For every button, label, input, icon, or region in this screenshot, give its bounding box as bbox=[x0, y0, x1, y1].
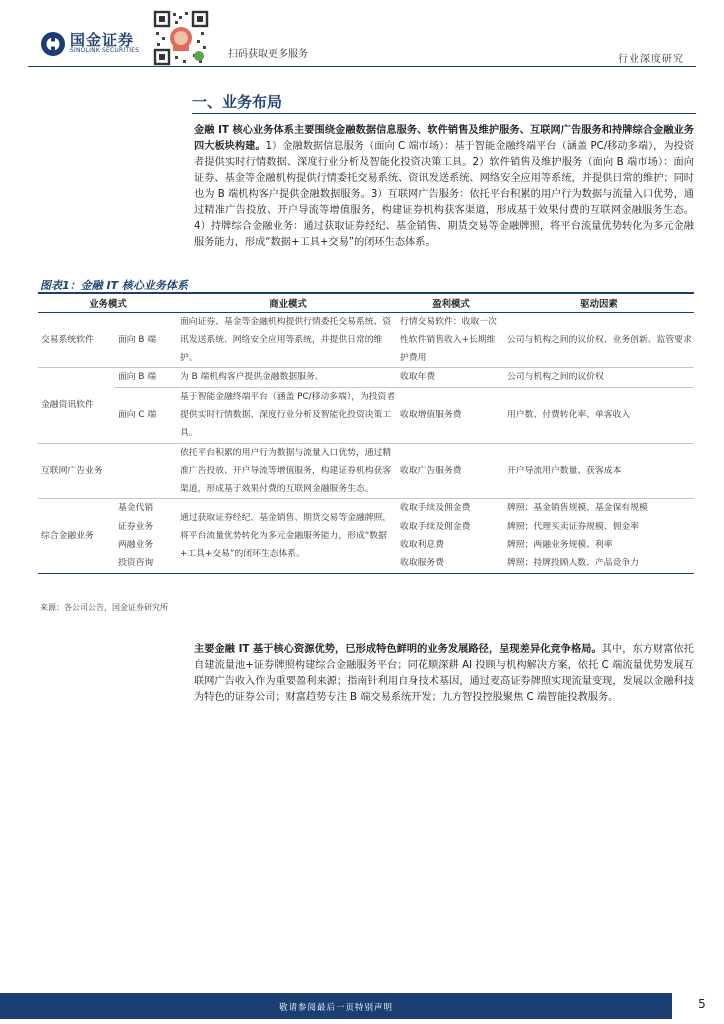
cell-business: 综合金融业务 bbox=[38, 499, 114, 573]
header-business-model: 业务模式 bbox=[38, 294, 178, 312]
table-row bbox=[38, 312, 694, 368]
cell-business: 金融资讯软件 bbox=[38, 368, 114, 443]
table-row bbox=[38, 499, 694, 518]
cell-drivers: 牌照；代理买卖证券规模、佣金率 bbox=[507, 521, 639, 532]
intro-paragraph-lead: 金融 IT 核心业务体系主要围绕金融数据信息服务、软件销售及维护服务、互联网广告服务和持牌综合金融业务四大板块构建。 bbox=[194, 125, 694, 152]
table-header-row bbox=[38, 294, 694, 312]
cell-profit: 收取年费 bbox=[398, 368, 504, 387]
analysis-paragraph-lead: 主要金融 IT 基于核心资源优势，已形成特色鲜明的业务发展路径，呈现差异化竞争格局。 bbox=[194, 644, 602, 655]
qr-code-icon[interactable] bbox=[153, 10, 209, 66]
analysis-paragraph bbox=[194, 642, 694, 706]
cell-commercial: 基于智能金融终端平台（涵盖 PC/移动多端），为投资者提供实时行情数据、深度行业分析及智能化投资决策工具。 bbox=[178, 387, 398, 443]
figure-source: 来源：各公司公告，国金证券研究所 bbox=[40, 603, 168, 612]
cell-profit: 收取服务费 bbox=[398, 554, 504, 573]
header-divider bbox=[28, 66, 696, 67]
page-header bbox=[0, 0, 724, 66]
section-title: 一、业务布局 bbox=[192, 93, 283, 111]
table-row bbox=[38, 368, 694, 387]
sinolink-logo-icon bbox=[40, 31, 66, 57]
cell-segment: 投资咨询 bbox=[114, 554, 178, 573]
header-drivers: 驱动因素 bbox=[504, 294, 694, 312]
cell-segment: 基金代销 bbox=[118, 503, 154, 514]
logo-name-en: SINOLINK SECURITIES bbox=[70, 47, 140, 54]
cell-segment: 面向 C 端 bbox=[114, 387, 178, 443]
cell-business: 交易系统软件 bbox=[38, 312, 114, 368]
analysis-paragraph-body: 其中，东方财富依托自建流量池+证券牌照构建综合金融服务平台；同花顺深耕 AI 投顾与机构解决方案，依托 C 端流量优势发展互联网广告收入作为重要盈利来源；指南针利用自身技术基因，通过麦高证券牌照实现流量变现，发展以金融科技为特色的证券公司；财富趋势专注 B 端交易系统开发；九方智投控股聚焦 C 端智能投教服务。 bbox=[194, 644, 694, 703]
cell-profit: 行情交易软件：收取一次性软件销售收入+长期维护费用 bbox=[398, 312, 504, 368]
cell-profit: 收取手续及佣金费 bbox=[400, 503, 471, 514]
footer-disclaimer[interactable]: 敬请参阅最后一页特别声明 bbox=[278, 1003, 393, 1013]
logo-name-cn: 国金证券 bbox=[70, 31, 135, 49]
header-commercial-model: 商业模式 bbox=[178, 294, 398, 312]
cell-commercial: 为 B 端机构客户提供金融数据服务。 bbox=[178, 368, 398, 387]
cell-drivers: 公司与机构之间的议价权 bbox=[504, 368, 694, 387]
report-type: 行业深度研究 bbox=[618, 54, 684, 65]
cell-profit: 收取利息费 bbox=[400, 540, 444, 551]
table-row bbox=[38, 443, 694, 499]
cell-segment: 面向 B 端 bbox=[114, 368, 178, 387]
cell-profit: 收取增值服务费 bbox=[398, 387, 504, 443]
cell-drivers: 牌照；持牌投顾人数、产品竞争力 bbox=[504, 554, 694, 573]
cell-commercial: 面向证券、基金等金融机构提供行情委托交易系统、资讯发送系统、网络安全应用等系统，并提供日常的维护。 bbox=[178, 312, 398, 368]
cell-commercial: 通过获取证券经纪、基金销售、期货交易等金融牌照，将平台流量优势转化为多元金融服务能力，形成“数据+工具+交易”的闭环生态体系。 bbox=[178, 499, 398, 573]
cell-drivers: 牌照；基金销售规模、基金保有规模 bbox=[507, 503, 648, 514]
qr-caption: 扫码获取更多服务 bbox=[228, 49, 308, 60]
cell-drivers: 开户导流用户数量、获客成本 bbox=[504, 443, 694, 499]
cell-commercial: 依托平台积累的用户行为数据与流量入口优势，通过精准广告投放、开户导流等增值服务，构建证券机构获客渠道，形成基于效果付费的互联网金融服务生态。 bbox=[178, 443, 398, 499]
cell-profit: 收取手续及佣金费 bbox=[400, 521, 471, 532]
cell-segment: 两融业务 bbox=[118, 540, 154, 551]
intro-paragraph-body: 1）金融数据信息服务（面向 C 端市场）：基于智能金融终端平台（涵盖 PC/移动多端），为投资者提供实时行情数据、深度行业分析及智能化投资决策工具。2）软件销售及维护服务（面向 B 端市场）：面向证券、基金等金融机构提供行情委托交易系统、资讯发送系统、网络安全应用等系统，并提供日常的维护；同时也为 B 端机构客户提供金融数据服务。3）互联网广告服务：依托平台积累的用户行为数据与流量入口优势，通过精准广告投放、开户导流等增值服务，构建证券机构获客渠道，形成基于效果付费的互联网金融服务生态。4）持牌综合金融业务：通过获取证券经纪、基金销售、期货交易等金融牌照，将平台流量优势转化为多元金融服务能力，形成“数据+工具+交易”的闭环生态体系。 bbox=[194, 141, 695, 248]
cell-segment: 证券业务 bbox=[118, 521, 154, 532]
header-profit-model: 盈利模式 bbox=[398, 294, 504, 312]
cell-segment: 面向 B 端 bbox=[114, 312, 178, 368]
section-divider bbox=[192, 113, 696, 114]
cell-drivers: 牌照；两融业务规模、利率 bbox=[507, 540, 613, 551]
cell-drivers: 公司与机构之间的议价权、业务创新、监管要求 bbox=[504, 312, 694, 368]
figure-title: 图表1：金融 IT 核心业务体系 bbox=[40, 279, 188, 292]
page-number: 5 bbox=[698, 997, 706, 1011]
cell-drivers: 用户数、付费转化率、单客收入 bbox=[504, 387, 694, 443]
intro-paragraph bbox=[194, 123, 694, 251]
table-row bbox=[38, 387, 694, 443]
business-system-table bbox=[38, 294, 694, 574]
cell-business: 互联网广告业务 bbox=[38, 443, 178, 499]
cell-profit: 收取广告服务费 bbox=[398, 443, 504, 499]
